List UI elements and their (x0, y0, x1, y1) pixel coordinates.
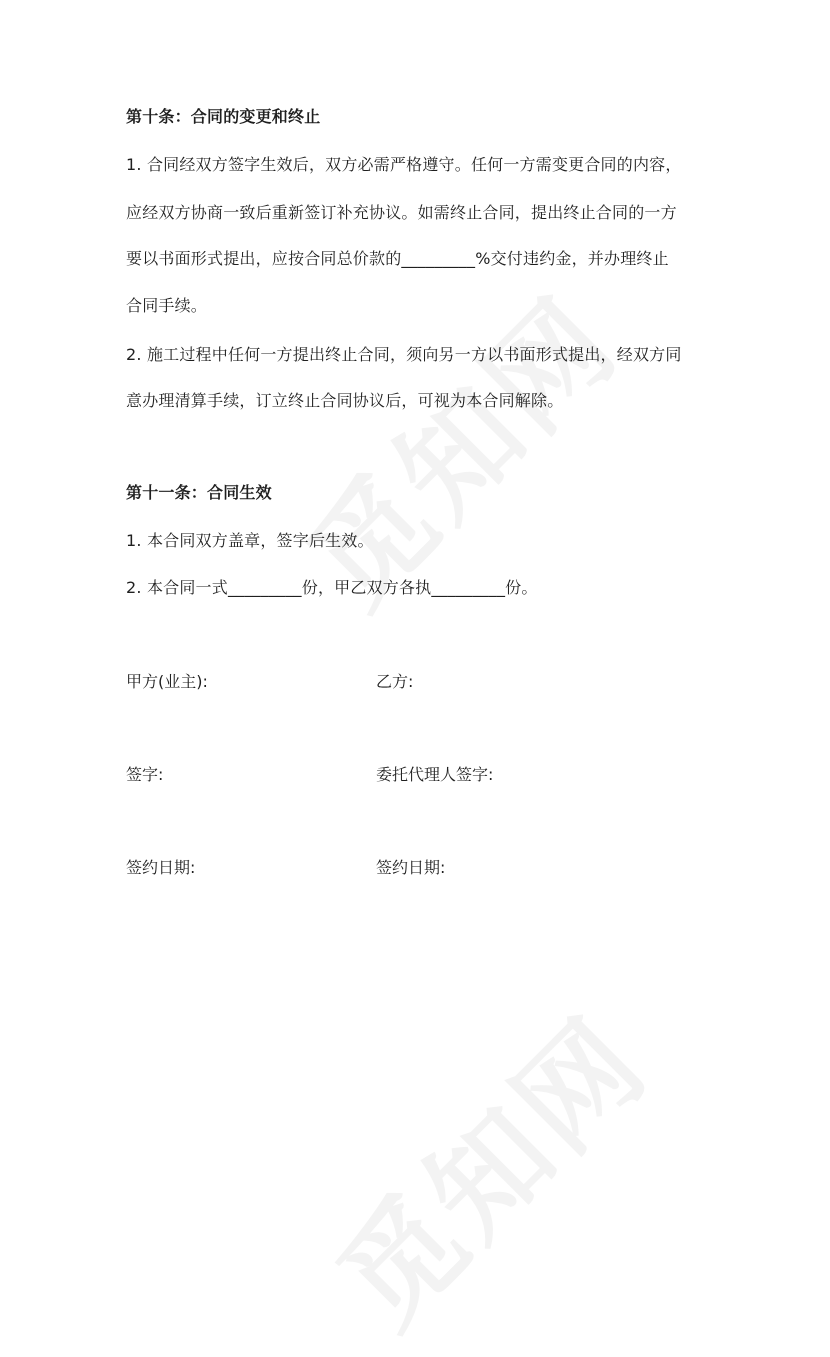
article-10-line: 意办理清算手续，订立终止合同协议后，可视为本合同解除。 (126, 391, 564, 410)
watermark-lower (294, 973, 677, 1356)
party-b-label: 乙方: (376, 672, 414, 691)
party-a-label: 甲方(业主): (126, 672, 208, 691)
article-10-line: 合同手续。 (126, 296, 208, 315)
date-a-label: 签约日期: (126, 858, 196, 877)
agent-sign-label: 委托代理人签字: (376, 765, 494, 784)
article-10-line: 应经双方协商一致后重新签订补充协议。如需终止合同，提出终止合同的一方 (126, 203, 677, 222)
article-10-line: 要以书面形式提出，应按合同总价款的_________%交付违约金，并办理终止 (126, 249, 669, 268)
article-11-line: 2. 本合同一式_________份，甲乙双方各执_________份。 (126, 578, 538, 597)
sign-label: 签字: (126, 765, 164, 784)
article-11-line: 1. 本合同双方盖章，签字后生效。 (126, 531, 374, 550)
article-10-line: 1. 合同经双方签字生效后，双方必需严格遵守。任何一方需变更合同的内容， (126, 155, 682, 174)
article-10-line: 2. 施工过程中任何一方提出终止合同，须向另一方以书面形式提出，经双方同 (126, 345, 682, 364)
article-10-heading: 第十条：合同的变更和终止 (126, 107, 321, 126)
date-b-label: 签约日期: (376, 858, 446, 877)
article-11-heading: 第十一条：合同生效 (126, 483, 272, 502)
